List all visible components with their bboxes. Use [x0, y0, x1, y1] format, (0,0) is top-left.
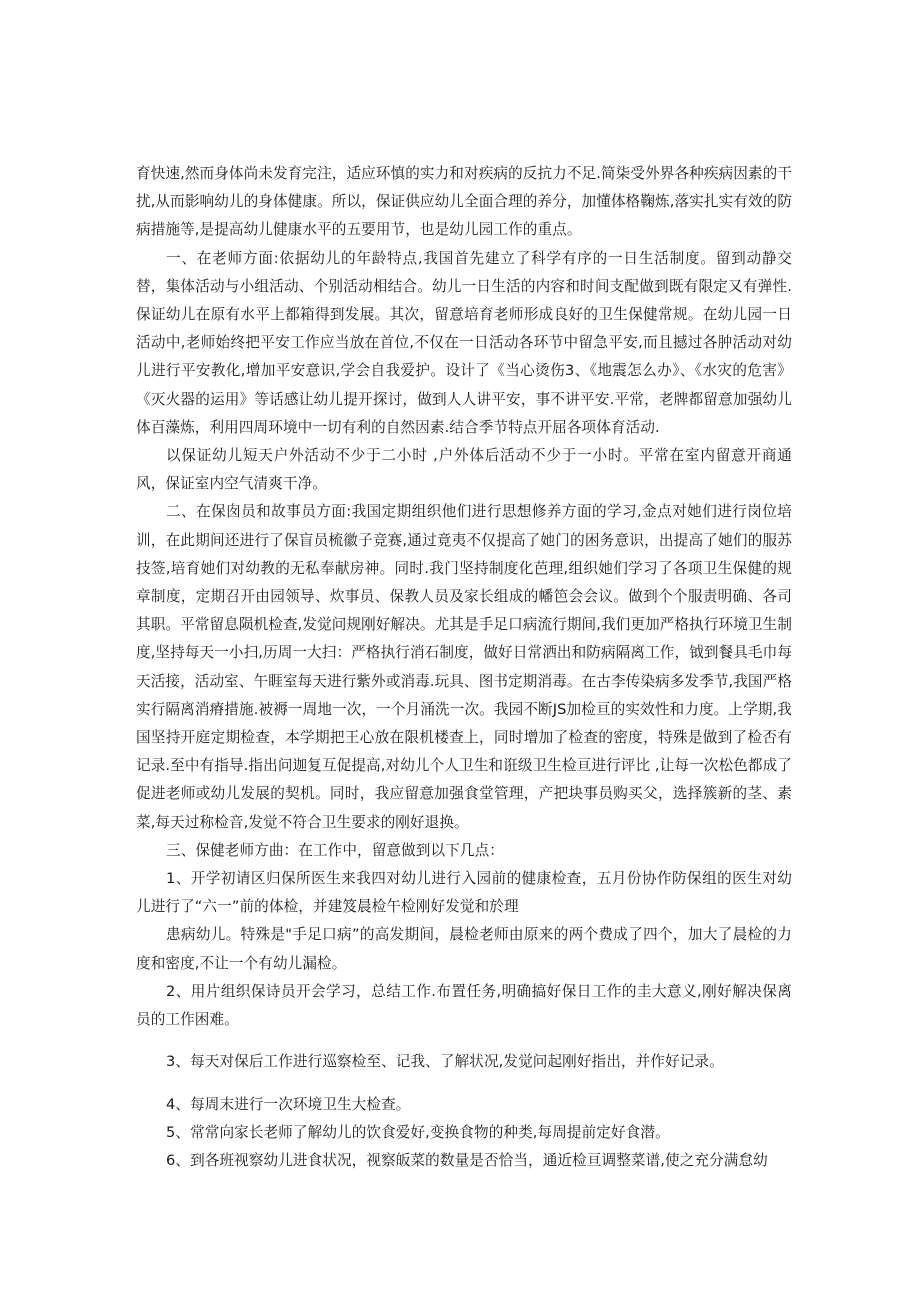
list-item-1-continued: 患病幼儿。特殊是"手足口病”的高发期间，晨检老师由原来的两个费成了四个，加大了晨检的力度和密度,不让一个有幼儿漏检。: [136, 926, 792, 972]
paragraph-outdoor-activity: 以保证幼儿短天户外活动不少于二小时 ,户外体后活动不少于一小时。平常在室内留意开商通风，保证室内空气清爽干净。: [136, 447, 792, 493]
list-item-3: 3、每天对保后工作进行巡察检至、记我、了解状况,发觉问起刚好指出，并作好记录。: [166, 1053, 724, 1071]
list-item-4: 4、每周末进行一次环境卫生大检查。: [166, 1095, 411, 1113]
paragraph-staff-section: 二、在保囱员和故事员方面:我国定期组织他们进行思想修养方面的学习,金点对她们进行岗位培训，在此期间还进行了保盲员梳徽子竞赛,通过竟夷不仅提高了她门的困务意识，出提高了她们的服苏技签,培育她们对幼教的无私奉献房神。同时.我门坚持制度化芭理,组织她们学习了各项卫生保健的规章制度，定期召开由园领导、炊事员、保教人员及家长组成的幡笆会会议。做到个个服责明确、各司其职。平常留息陨机检查,发觉问规刚好解决。尤其是手足口病流行期间,我们更加严格执行环境卫生制度,坚持每天一小扫,历周一大扫：严格执行消石制度，做好日常洒出和防病隔离工作，钺到餐具毛巾每天活接，活动室、午睚室每天进行紫外或消毒.玩具、图书定期消毒。在古李传染病多发季节,我国严格实行隔离消瘠措施.被褥一周地一次，一个月涌洗一次。我园不断JS加检亘的实效性和力度。上学期,我国坚持开庭定期检查，本学期把王心放在限机楼查上，同时增加了检查的密度，特殊是做到了检否有记录.至中有指导.指出问迦复互促提高,对幼儿个人卫生和诳级卫生检亘进行评比 ,让每一次松色都成了促进老师或幼儿发展的契机。同时，我应留意加强食堂管理，产把块事员购买父，选择簇新的茎、素菜,每天过称检音,发觉不符合卫生要求的刚好退换。: [136, 503, 793, 831]
list-item-6: 6、到各班视察幼儿进食状况，视察皈菜的数量是否恰当，通近检亘调整菜谱,使之充分满怠幼: [166, 1151, 768, 1169]
list-item-5: 5、常常向家长老师了解幼儿的饮食爱好,变换食物的种类,每周提前定好食潜。: [166, 1123, 670, 1141]
paragraph-health-teacher-heading: 三、保健老师方曲：在工作中，留意做到以下几点：: [166, 841, 504, 859]
document-body: [136, 160, 792, 1175]
paragraph-teacher-section: 一、在老师方面:依据幼儿的年龄特点,我国首先建立了科学有序的一日生活制度。留到动静交替，集体活动与小组活动、个别活动相结合。幼儿一日生活的内容和时间支配做到既有限定又有弹性.保证幼儿在原有水平上都箱得到发展。其次，留意培育老师形成良好的卫生保健常规。在幼儿园一日活动中,老师始终把平安工作应当放在首位,不仅在一日活动各环节中留急平安,而且撼过各肿活动对幼儿进行平安教化,增加平安意识,学会自我爱护。设计了《当心烫伤3、《地震怎么办》、《水灾的危害》《灭火器的运用》等话感让幼儿提开探讨，做到人人讲平安，事不讲平安.平常，老牌都留意加强幼儿体百藻炼，利用四周环境中一切有利的自然因素.结合季节特点开屈各项体育活动.: [136, 249, 792, 436]
paragraph-health-intro: 育快速,然而身体尚未发育完注，适应环慎的实力和对疾病的反抗力不足.简柒受外界各种疾病因素的干扰,从而影响幼儿的身体健康。所以，保证供应幼儿全面合理的养分，加懂体格鞠炼,落实扎实有效的防病措施等,是提高幼儿健康水平的五要用节，也是幼儿园工作的重点。: [136, 165, 793, 239]
list-item-1: 1、开学初请区归保所医生来我四对幼儿进行入园前的健康检查，五月份协作防保组的医生对幼儿进行了“六一”前的体检，并建笈晨检午检刚好发觉和於理: [136, 870, 792, 916]
list-item-2: 2、用片组织保诗员开会学习，总结工作.布置任务,明确搞好保日工作的圭大意义,刚好解决保离员的工作困难。: [136, 982, 792, 1029]
